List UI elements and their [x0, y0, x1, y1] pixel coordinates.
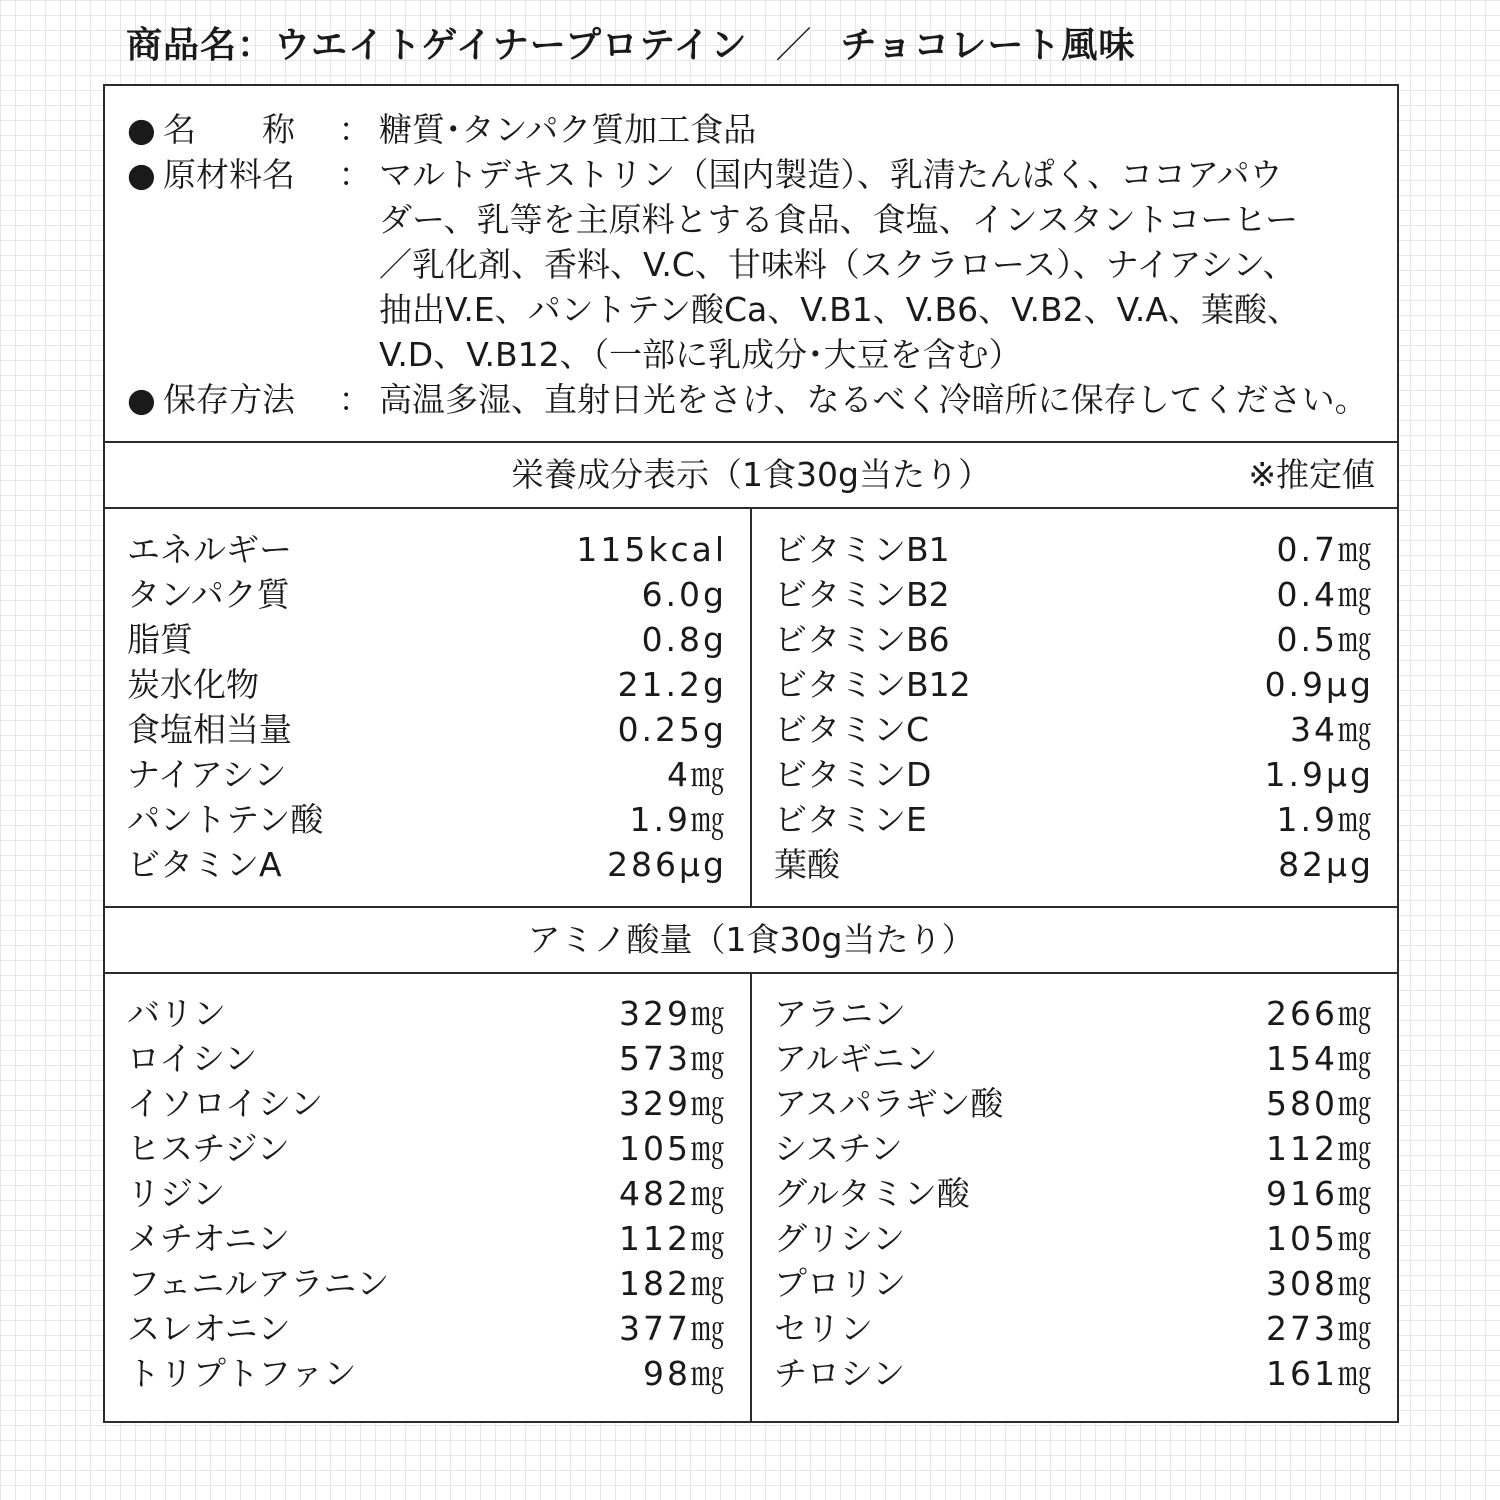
- nutrient-value: 0.8g: [641, 620, 727, 659]
- amino-name: バリン: [127, 994, 226, 1033]
- nutrient-value: 0.7㎎: [1276, 530, 1374, 569]
- bullet-icon: ●: [127, 110, 156, 149]
- product-info-section: [105, 86, 1397, 441]
- nutrient-name: 脂質: [127, 620, 193, 659]
- nutrition-row: [127, 707, 727, 752]
- nutrition-row: [774, 572, 1374, 617]
- amino-name: スレオニン: [127, 1309, 291, 1348]
- product-title: [126, 22, 1135, 70]
- amino-right-column: [774, 991, 1374, 1396]
- nutrient-name: ビタミンD: [774, 755, 932, 794]
- product-name: 商品名：ウエイトゲイナープロテイン: [126, 25, 748, 66]
- ingredients-line: V.D、V.B12、（一部に乳成分･大豆を含む）: [379, 335, 1022, 374]
- amino-value: 112㎎: [619, 1219, 727, 1258]
- nutrition-row: [127, 617, 727, 662]
- amino-name: ロイシン: [127, 1039, 258, 1078]
- amino-name: シスチン: [774, 1129, 903, 1168]
- nutrient-name: パントテン酸: [127, 800, 324, 839]
- amino-row: [127, 1306, 727, 1351]
- nutrient-name: ビタミンB2: [774, 575, 950, 614]
- bullet-icon: ●: [127, 380, 156, 419]
- amino-row: [774, 1081, 1374, 1126]
- nutrient-name: 葉酸: [774, 845, 840, 884]
- nutrient-value: 1.9μg: [1264, 755, 1374, 794]
- nutrition-row: [774, 527, 1374, 572]
- info-row-name: [127, 107, 375, 152]
- amino-name: セリン: [774, 1309, 873, 1348]
- info-row-ingredients: [127, 152, 375, 197]
- amino-value: 377㎎: [619, 1309, 727, 1348]
- nutrient-value: 115kcal: [576, 530, 727, 569]
- nutrient-name: 炭水化物: [127, 665, 259, 704]
- info-value-ingredients: [379, 152, 1389, 377]
- amino-row: [774, 1126, 1374, 1171]
- nutrient-name: ビタミンB6: [774, 620, 950, 659]
- amino-value: 329㎎: [619, 994, 727, 1033]
- amino-name: グルタミン酸: [774, 1174, 970, 1213]
- amino-row: [127, 1261, 727, 1306]
- nutrient-name: ビタミンE: [774, 800, 927, 839]
- nutrient-value: 21.2g: [617, 665, 727, 704]
- amino-name: アラニン: [774, 994, 906, 1033]
- amino-row: [774, 991, 1374, 1036]
- amino-name: ヒスチジン: [127, 1129, 290, 1168]
- amino-value: 105㎎: [619, 1129, 727, 1168]
- bullet-icon: ●: [127, 155, 156, 194]
- amino-name: メチオニン: [127, 1219, 291, 1258]
- nutrition-row: [774, 707, 1374, 752]
- amino-row: [774, 1306, 1374, 1351]
- nutrient-name: ビタミンC: [774, 710, 930, 749]
- nutrition-row: [127, 752, 727, 797]
- nutrition-row: [127, 797, 727, 842]
- amino-name: リジン: [127, 1174, 226, 1213]
- nutrition-row: [127, 842, 727, 887]
- info-colon: ：: [338, 380, 372, 419]
- nutrient-name: ビタミンB1: [774, 530, 950, 569]
- amino-row: [774, 1261, 1374, 1306]
- nutrition-row: [774, 752, 1374, 797]
- amino-value: 573㎎: [619, 1039, 727, 1078]
- amino-value: 308㎎: [1266, 1264, 1374, 1303]
- nutrient-value: 0.4㎎: [1276, 575, 1374, 614]
- info-key: 保存方法: [163, 380, 295, 419]
- amino-name: イソロイシン: [127, 1084, 324, 1123]
- nutrition-header: [105, 443, 1397, 507]
- amino-value: 266㎎: [1266, 994, 1374, 1033]
- amino-row: [774, 1171, 1374, 1216]
- amino-name: フェニルアラニン: [127, 1264, 390, 1303]
- amino-value: 154㎎: [1266, 1039, 1374, 1078]
- info-key: 名 称: [163, 110, 295, 149]
- nutrient-value: 4㎎: [667, 755, 727, 794]
- amino-value: 98㎎: [643, 1354, 727, 1393]
- nutrition-right-column: [774, 527, 1374, 887]
- column-divider: [750, 972, 752, 1421]
- amino-row: [127, 1216, 727, 1261]
- column-divider: [750, 507, 752, 906]
- nutrition-row: [127, 527, 727, 572]
- food-label-box: [103, 84, 1399, 1423]
- amino-value: 580㎎: [1266, 1084, 1374, 1123]
- amino-row: [127, 1351, 727, 1396]
- amino-row: [774, 1351, 1374, 1396]
- amino-value: 112㎎: [1266, 1129, 1374, 1168]
- amino-row: [127, 1126, 727, 1171]
- info-row-storage: [127, 377, 375, 422]
- amino-value: 273㎎: [1266, 1309, 1374, 1348]
- title-separator: ／: [775, 25, 813, 66]
- nutrient-value: 82μg: [1278, 845, 1374, 884]
- nutrition-row: [127, 662, 727, 707]
- amino-value: 482㎎: [619, 1174, 727, 1213]
- amino-row: [127, 1036, 727, 1081]
- amino-row: [774, 1216, 1374, 1261]
- nutrient-name: 食塩相当量: [127, 710, 292, 749]
- amino-name: グリシン: [774, 1219, 906, 1258]
- nutrient-value: 286μg: [607, 845, 727, 884]
- nutrition-row: [774, 617, 1374, 662]
- info-value-name: 糖質･タンパク質加工食品: [379, 110, 757, 149]
- amino-name: トリプトファン: [127, 1354, 357, 1393]
- nutrient-name: エネルギー: [127, 530, 292, 569]
- nutrient-name: タンパク質: [127, 575, 290, 614]
- nutrient-value: 6.0g: [641, 575, 727, 614]
- ingredients-line: ダー、乳等を主原料とする食品、食塩、インスタントコーヒー: [379, 200, 1299, 239]
- amino-value: 105㎎: [1266, 1219, 1374, 1258]
- nutrient-name: ナイアシン: [127, 755, 287, 794]
- info-colon: ：: [338, 155, 372, 194]
- nutrient-value: 0.5㎎: [1276, 620, 1374, 659]
- amino-name: チロシン: [774, 1354, 906, 1393]
- amino-heading: アミノ酸量（1食30g当たり）: [527, 920, 975, 959]
- nutrition-row: [774, 842, 1374, 887]
- amino-row: [127, 991, 727, 1036]
- amino-row: [127, 1171, 727, 1216]
- amino-value: 916㎎: [1266, 1174, 1374, 1213]
- amino-value: 182㎎: [619, 1264, 727, 1303]
- amino-name: プロリン: [774, 1264, 906, 1303]
- info-colon: ：: [338, 110, 372, 149]
- amino-name: アルギニン: [774, 1039, 938, 1078]
- info-value-storage: 高温多湿、直射日光をさけ、なるべく冷暗所に保存してください。: [379, 380, 1368, 419]
- nutrition-left-column: [127, 527, 727, 887]
- amino-row: [127, 1081, 727, 1126]
- nutrient-value: 1.9㎎: [1276, 800, 1374, 839]
- nutrient-value: 34㎎: [1290, 710, 1374, 749]
- ingredients-line: 抽出V.E、パントテン酸Ca、V.B1、V.B6、V.B2、V.A、葉酸、: [379, 290, 1300, 329]
- nutrient-value: 0.25g: [617, 710, 727, 749]
- nutrient-value: 1.9㎎: [629, 800, 727, 839]
- ingredients-line: ／乳化剤、香料、V.C、甘味料（スクラロース）、ナイアシン、: [379, 245, 1296, 284]
- amino-row: [774, 1036, 1374, 1081]
- ingredients-line: マルトデキストリン（国内製造）、乳清たんぱく、ココアパウ: [379, 155, 1283, 194]
- nutrient-name: ビタミンB12: [774, 665, 971, 704]
- nutrient-name: ビタミンA: [127, 845, 282, 884]
- product-flavor: チョコレート風味: [840, 25, 1136, 66]
- amino-left-column: [127, 991, 727, 1396]
- nutrition-row: [774, 797, 1374, 842]
- amino-header: [105, 908, 1397, 972]
- nutrition-row: [774, 662, 1374, 707]
- amino-value: 161㎎: [1266, 1354, 1374, 1393]
- info-key: 原材料名: [163, 155, 295, 194]
- estimated-note: ※推定値: [1248, 455, 1375, 494]
- amino-name: アスパラギン酸: [774, 1084, 1004, 1123]
- amino-value: 329㎎: [619, 1084, 727, 1123]
- nutrition-heading: 栄養成分表示（1食30g当たり）: [511, 455, 991, 494]
- nutrient-value: 0.9μg: [1264, 665, 1374, 704]
- nutrition-row: [127, 572, 727, 617]
